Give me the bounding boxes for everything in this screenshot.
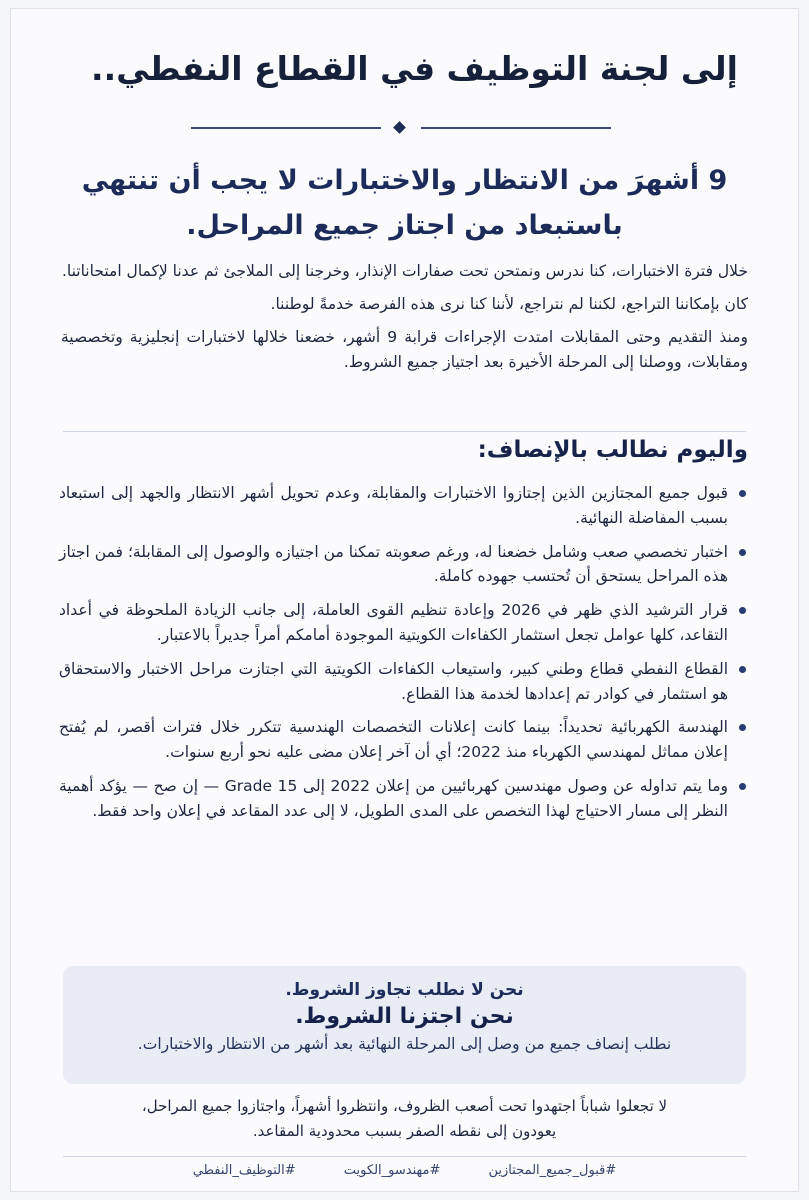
bullet-icon xyxy=(739,549,746,556)
bullet-icon xyxy=(739,490,746,497)
closing-statement xyxy=(71,1094,738,1144)
section-title: واليوم نطالب بالإنصاف: xyxy=(477,437,748,463)
hashtags xyxy=(71,1163,738,1178)
section-divider xyxy=(63,431,746,432)
title-divider xyxy=(191,121,611,135)
list-item: قبول جميع المجتازين الذين إجتازوا الاختبارات والمقابلة، وعدم تحويل أشهر الانتظار والجهد إلى استبعاد بسبب المفاضلة النهائية. xyxy=(59,481,750,531)
paragraph: خلال فترة الاختبارات، كنا ندرس ونمتحن تحت صفارات الإنذار، وخرجنا إلى الملاجئ ثم عدنا لإكمال امتحاناتنا. xyxy=(61,262,748,280)
bullet-icon xyxy=(739,666,746,673)
list-item: الهندسة الكهربائية تحديداً: بينما كانت إعلانات التخصصات الهندسية تتكرر خلال فترات أقصر، لم يُفتح إعلان مماثل لمهندسي الكهرباء منذ 2022؛ أي أن آخر إعلان مضى عليه نحو أربع سنوات. xyxy=(59,715,750,765)
callout-line-2: نحن اجتزنا الشروط. xyxy=(295,1004,514,1029)
list-item: اختبار تخصصي صعب وشامل خضعنا له، ورغم صعوبته تمكنا من اجتيازه والوصول إلى المقابلة؛ فمن اجتاز هذه المراحل يستحق أن تُحتسب جهوده كاملة. xyxy=(59,540,750,590)
list-item: القطاع النفطي قطاع وطني كبير، واستيعاب الكفاءات الكويتية التي اجتازت مراحل الاختبار والاستحقاق هو استثمار في كوادر تم إعدادها لخدمة هذا القطاع. xyxy=(59,657,750,707)
intro-paragraphs xyxy=(61,259,748,383)
footer-divider xyxy=(63,1156,746,1157)
callout-line-1: نحن لا نطلب تجاوز الشروط. xyxy=(285,980,524,1000)
hashtag[interactable]: #قبول_جميع_المجتازين xyxy=(488,1163,617,1178)
demands-list xyxy=(59,481,750,833)
paragraph: ومنذ التقديم وحتى المقابلات امتدت الإجراءات قرابة 9 أشهر، خضعنا خلالها لاختبارات إنجليزية وتخصصية ومقابلات، ووصلنا إلى المرحلة الأخيرة بعد اجتياز جميع الشروط. xyxy=(61,328,749,372)
bullet-icon xyxy=(739,724,746,731)
hashtag[interactable]: #مهندسو_الكويت xyxy=(343,1163,441,1178)
headline-line-2: باستبعاد من اجتاز جميع المراحل. xyxy=(186,209,623,241)
bullet-icon xyxy=(739,607,746,614)
bullet-icon xyxy=(739,783,746,790)
statement-page xyxy=(10,8,799,1192)
diamond-ornament-icon xyxy=(393,121,406,134)
page-title: إلى لجنة التوظيف في القطاع النفطي.. xyxy=(91,49,738,88)
hashtag[interactable]: #التوظيف_النفطي xyxy=(192,1163,296,1178)
list-item: قرار الترشيد الذي ظهر في 2026 وإعادة تنظيم القوى العاملة، إلى جانب الزيادة الملحوظة في أعداد التقاعد، كلها عوامل تجعل استثمار الكفاءات الكويتية الموجودة أمامكم أمراً جديراً بالاعتبار. xyxy=(59,598,750,648)
callout-box xyxy=(63,966,746,1084)
callout-line-3: نطلب إنصاف جميع من وصل إلى المرحلة النهائية بعد أشهر من الانتظار والاختبارات. xyxy=(137,1035,672,1053)
list-item: وما يتم تداوله عن وصول مهندسين كهربائيين من إعلان 2022 إلى Grade 15 — إن صح — يؤكد أهمية النظر إلى مسار الاحتياج لهذا التخصص على المدى الطويل، لا إلى عدد المقاعد في إعلان واحد فقط. xyxy=(59,774,750,824)
paragraph: كان بإمكاننا التراجع، لكننا لم نتراجع، لأننا كنا نرى هذه الفرصة خدمةً لوطننا. xyxy=(270,295,748,314)
closing-line-1: لا تجعلوا شباباً اجتهدوا تحت أصعب الظروف، وانتظروا أشهراً، واجتازوا جميع المراحل، xyxy=(141,1097,668,1115)
headline-line-1: 9 أشهرَ من الانتظار والاختبارات لا يجب أن تنتهي xyxy=(81,165,728,196)
closing-line-2: يعودون إلى نقطه الصفر بسبب محدودية المقاعد. xyxy=(252,1121,557,1140)
headline xyxy=(71,159,738,248)
